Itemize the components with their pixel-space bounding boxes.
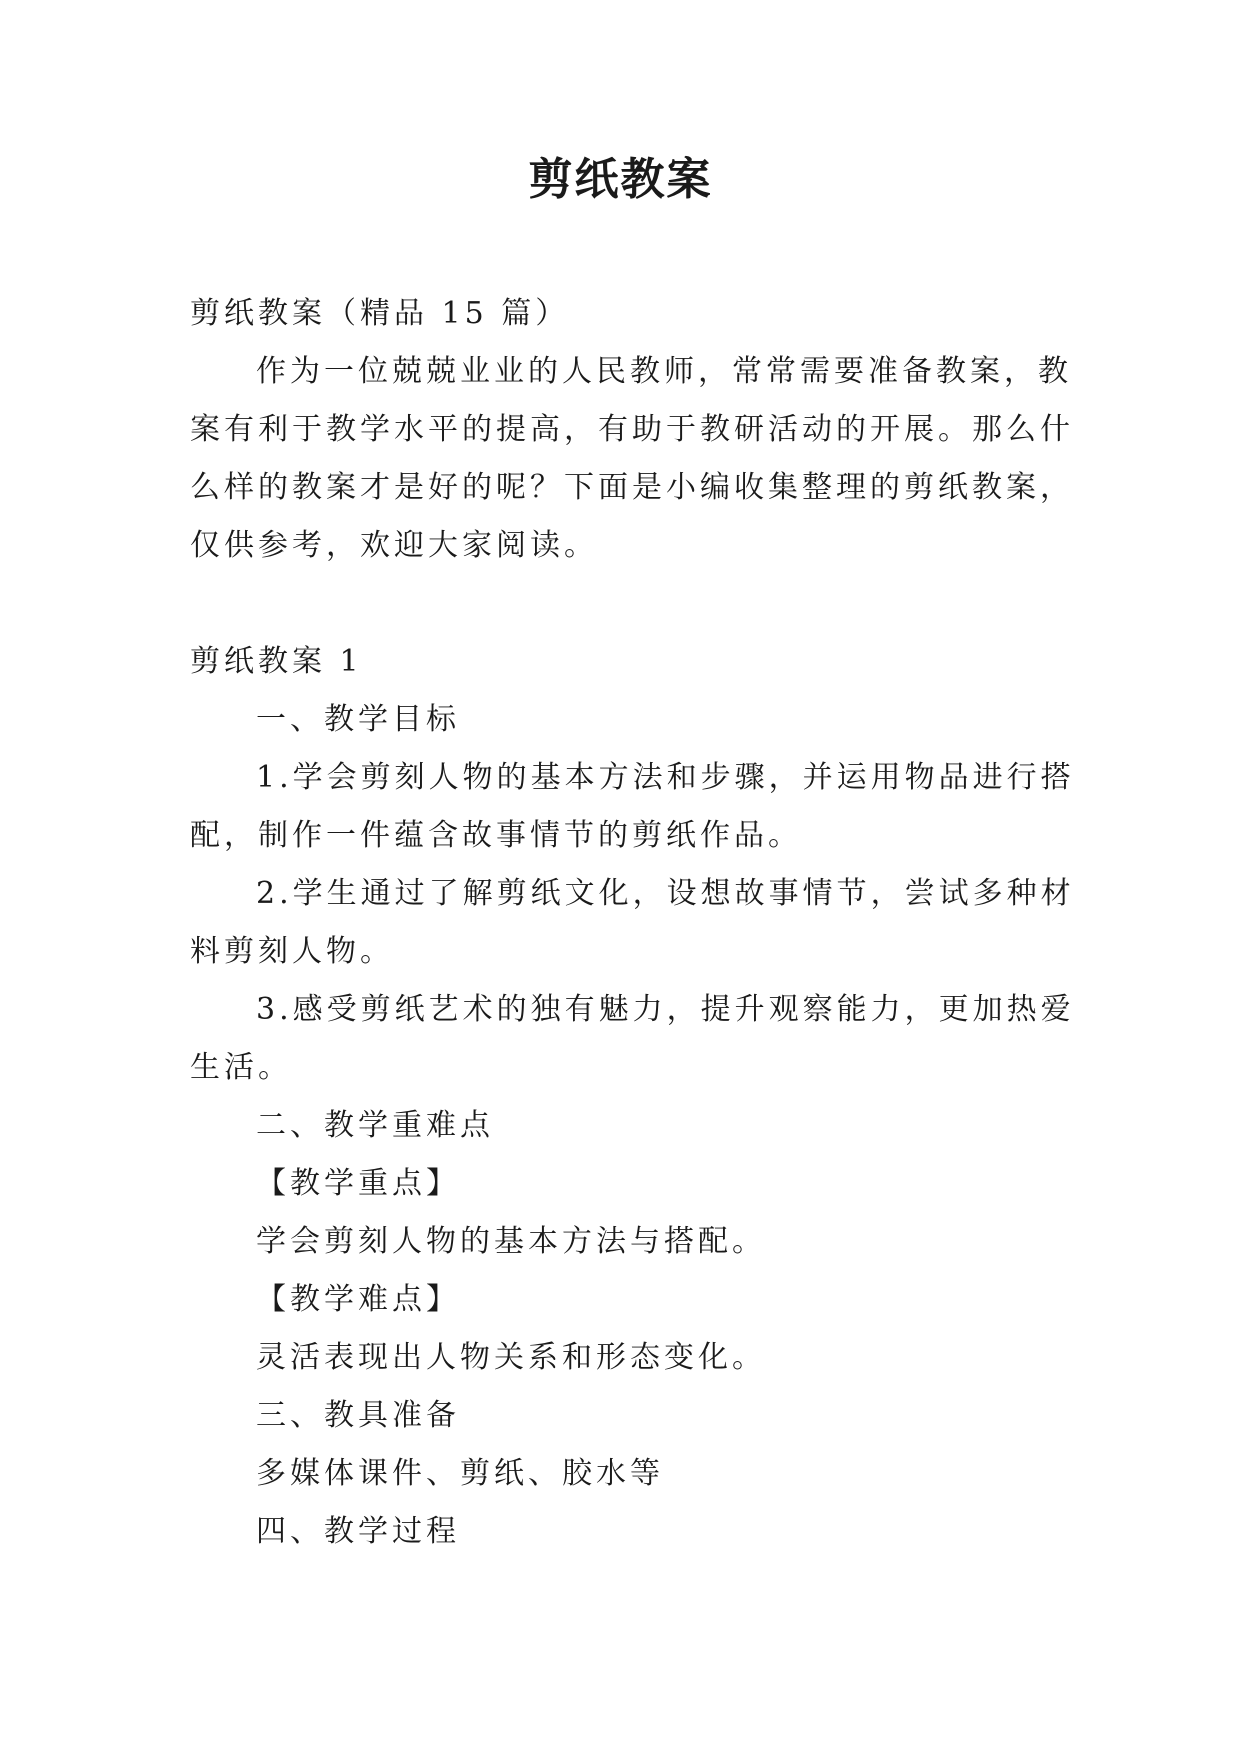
difficulty-text: 灵活表现出人物关系和形态变化。 [256, 1340, 766, 1375]
heading-key-points: 二、教学重难点 [256, 1108, 494, 1143]
goal-3-line-1: 3.感受剪纸艺术的独有魅力，提升观察能力，更加热爱 [256, 992, 1075, 1027]
heading-process: 四、教学过程 [256, 1514, 460, 1549]
materials-text: 多媒体课件、剪纸、胶水等 [256, 1456, 664, 1491]
intro-line-1: 作为一位兢兢业业的人民教师，常常需要准备教案，教 [256, 354, 1072, 389]
key-point-text: 学会剪刻人物的基本方法与搭配。 [256, 1224, 766, 1259]
goal-2-line-1: 2.学生通过了解剪纸文化，设想故事情节，尝试多种材 [256, 876, 1075, 911]
label-difficulty: 【教学难点】 [256, 1282, 460, 1317]
section-heading: 剪纸教案 1 [190, 644, 363, 679]
heading-materials: 三、教具准备 [256, 1398, 460, 1433]
goal-1-line-2: 配，制作一件蕴含故事情节的剪纸作品。 [190, 818, 802, 853]
intro-line-2: 案有利于教学水平的提高，有助于教研活动的开展。那么什 [190, 412, 1074, 447]
goal-1-line-1: 1.学会剪刻人物的基本方法和步骤，并运用物品进行搭 [256, 760, 1075, 795]
intro-line-4: 仅供参考，欢迎大家阅读。 [190, 528, 598, 563]
document-subtitle: 剪纸教案（精品 15 篇） [190, 296, 570, 331]
document-title: 剪纸教案 [528, 154, 713, 205]
heading-teaching-goals: 一、教学目标 [256, 702, 460, 737]
goal-3-line-2: 生活。 [190, 1050, 292, 1085]
label-key-point: 【教学重点】 [256, 1166, 460, 1201]
goal-2-line-2: 料剪刻人物。 [190, 934, 394, 969]
intro-line-3: 么样的教案才是好的呢？下面是小编收集整理的剪纸教案， [190, 470, 1074, 505]
